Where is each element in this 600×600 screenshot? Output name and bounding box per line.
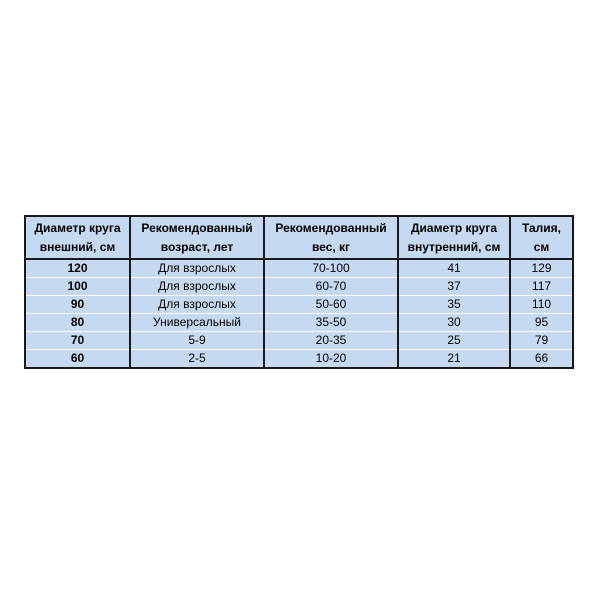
cell-inner-diameter: 37: [398, 278, 510, 296]
table-row: [25, 350, 573, 369]
cell-inner-diameter: 35: [398, 296, 510, 314]
cell-weight: 20-35: [264, 332, 398, 350]
table-row: [25, 259, 573, 278]
table-row: [25, 314, 573, 332]
cell-outer-diameter: 80: [25, 314, 130, 332]
cell-waist: 79: [510, 332, 573, 350]
cell-waist: 95: [510, 314, 573, 332]
cell-waist: 110: [510, 296, 573, 314]
table-header-row: [25, 216, 573, 259]
cell-outer-diameter: 100: [25, 278, 130, 296]
cell-outer-diameter: 120: [25, 259, 130, 278]
cell-outer-diameter: 90: [25, 296, 130, 314]
cell-waist: 66: [534, 351, 549, 365]
cell-weight: 70-100: [264, 259, 398, 278]
cell-outer-diameter: 60: [25, 350, 130, 369]
header-inner-diameter: Диаметр круга внутренний, см: [398, 216, 510, 259]
cell-age: Для взрослых: [130, 278, 264, 296]
table-row: [25, 278, 573, 296]
cell-age: 2-5: [130, 350, 264, 369]
header-waist: Талия, см: [510, 216, 573, 259]
cell-waist: 117: [510, 278, 573, 296]
size-chart-table: [24, 215, 574, 369]
cell-weight: 50-60: [264, 296, 398, 314]
cell-weight: 35-50: [264, 314, 398, 332]
table-row: [25, 332, 573, 350]
cell-weight: 10-20: [264, 350, 398, 369]
header-outer-diameter: Диаметр круга внешний, см: [25, 216, 130, 259]
header-recommended-weight: Рекомендованный вес, кг: [264, 216, 398, 259]
cell-weight: 60-70: [264, 278, 398, 296]
cell-inner-diameter: 25: [398, 332, 510, 350]
cell-inner-diameter: 41: [398, 259, 510, 278]
cell-age: Для взрослых: [130, 259, 264, 278]
table-row: [25, 296, 573, 314]
cell-inner-diameter: 30: [398, 314, 510, 332]
cell-age: Универсальный: [130, 314, 264, 332]
cell-age: 5-9: [130, 332, 264, 350]
cell-waist: 129: [510, 259, 573, 278]
header-recommended-age: Рекомендованный возраст, лет: [130, 216, 264, 259]
cell-outer-diameter: 70: [25, 332, 130, 350]
cell-age: Для взрослых: [130, 296, 264, 314]
cell-inner-diameter: 21: [398, 350, 510, 369]
